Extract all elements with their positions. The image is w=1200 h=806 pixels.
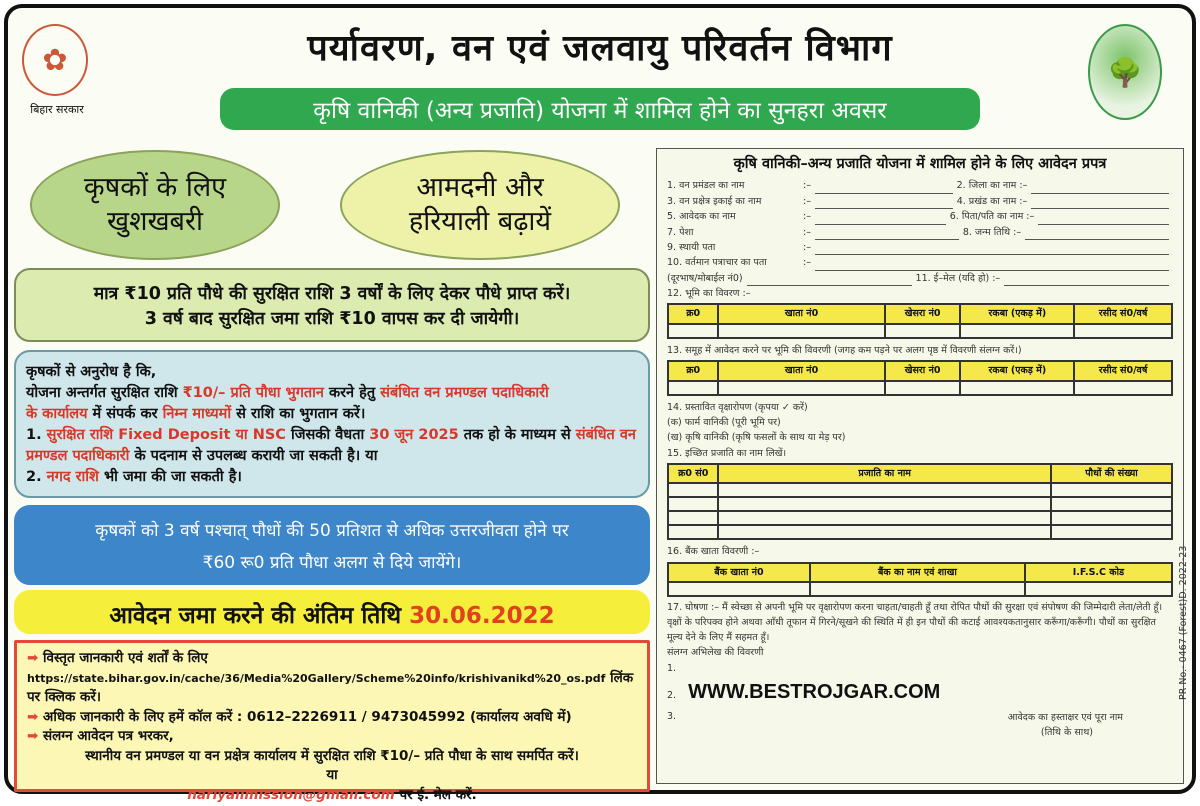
table-cell[interactable]	[718, 497, 1051, 511]
table-cell[interactable]	[1051, 525, 1172, 539]
table-cell[interactable]	[960, 324, 1074, 338]
cloud-text: आमदनी और	[416, 172, 544, 204]
incentive-line: ₹60 रू0 प्रति पौधा अलग से दिये जायेंगे।	[202, 553, 462, 574]
form-row: 3. वन प्रक्षेत्र इकाई का नाम :– 4. प्रखंड का नाम :–	[667, 194, 1173, 209]
form-row: 1. वन प्रमंडल का नाम :– 2. जिला का नाम :–	[667, 178, 1173, 193]
pr-number: PR No.- 0467 (Forest)D. 2022-23	[1178, 545, 1189, 700]
table-cell[interactable]	[668, 324, 718, 338]
info-submit-detail: स्थानीय वन प्रमण्डल या वन प्रक्षेत्र कार्यालय में सुरक्षित राशि ₹10/– प्रति पौधा के साथ समर्पित करें।	[85, 747, 579, 764]
table-cell[interactable]	[1051, 497, 1172, 511]
form-row: (दूरभाष/मोबाईल नं0) 11. ई–मेल (यदि हो) :–	[667, 271, 1173, 286]
table-cell[interactable]	[668, 582, 810, 596]
incentive-box	[14, 505, 650, 585]
input-line[interactable]	[1025, 230, 1169, 240]
deadline-date: 30.06.2022	[409, 603, 555, 629]
income-cloud	[340, 150, 620, 260]
input-line[interactable]	[815, 215, 946, 225]
form-label: 16. बैंक खाता विवरणी :–	[667, 546, 760, 558]
table-cell[interactable]	[668, 381, 718, 395]
table-cell[interactable]	[1074, 381, 1172, 395]
input-line[interactable]	[815, 184, 953, 194]
payment-option-2: 2. नगद राशि भी जमा की जा सकती है।	[26, 469, 242, 486]
table-cell[interactable]	[718, 511, 1051, 525]
input-line[interactable]	[1031, 184, 1169, 194]
request-box	[14, 350, 650, 498]
attachment-item: 1.	[667, 662, 677, 674]
input-line[interactable]	[815, 245, 1169, 255]
input-line[interactable]	[815, 261, 1169, 271]
deadline-label: आवेदन जमा करने की अंतिम तिथि	[109, 603, 402, 629]
good-news-cloud	[30, 150, 280, 260]
deposit-line: मात्र ₹10 प्रति पौधे की सुरक्षित राशि 3 वर्षों के लिए देकर पौधे प्राप्त करें।	[93, 284, 571, 304]
group-land-table: क्र0 खाता नं0 खेसरा नं0 रकबा (एकड़ में) रसीद सं0/वर्ष	[667, 360, 1173, 395]
cloud-text: खुशखबरी	[107, 206, 203, 237]
form-row: 10. वर्तमान पत्राचार का पता :–	[667, 255, 1173, 270]
request-line: के कार्यालय में संपर्क कर निम्न माध्यमों से राशि का भुगतान करें।	[26, 406, 366, 423]
request-line: योजना अन्तर्गत सुरक्षित राशि ₹10/– प्रति पौधा भुगतान करने हेतु संबंधित वन प्रमण्डल पदाधिकारी	[26, 385, 549, 402]
signature-date-label: (तिथि के साथ)	[1040, 727, 1093, 739]
table-cell[interactable]	[885, 324, 961, 338]
table-cell[interactable]	[668, 525, 718, 539]
input-line[interactable]	[815, 230, 959, 240]
arrow-icon: ➡	[27, 708, 39, 725]
table-cell[interactable]	[1025, 582, 1172, 596]
info-or: या	[326, 767, 338, 784]
species-table: क्र0 सं0 प्रजाति का नाम पौधों की संख्या	[667, 463, 1173, 540]
bihar-govt-emblem-icon: ✿	[22, 24, 88, 96]
declaration: 17. घोषणा :– मैं स्वेच्छा से अपनी भूमि पर वृक्षारोपण करना चाहता/चाहती हूँ तथा रोपित पौधों की सुरक्षा एवं संपोषण की जिम्मेदारी लेता/लेती हूँ। वृक्षों के परिपक्व होने अथवा आँधी तूफान में गिरने/सूखने की स्थिति में ही इन पौधों की कटाई आवश्यकतानुसार करूँगा/करूँगी। पौधों का सुरक्षित मूल्य देने के लिए मैं सहमत हूँ।	[667, 602, 1163, 643]
emblem-caption: बिहार सरकार	[30, 103, 84, 116]
info-submit: ➡ संलग्न आवेदन पत्र भरकर,	[27, 728, 174, 745]
request-line: कृषकों से अनुरोध है कि,	[26, 364, 157, 380]
table-cell[interactable]	[960, 381, 1074, 395]
deposit-box	[14, 268, 650, 342]
email-link[interactable]: hariyalimission@gmail.com	[187, 786, 395, 803]
table-cell[interactable]	[885, 381, 961, 395]
attachment-item: 3.	[667, 710, 677, 722]
table-cell[interactable]	[810, 582, 1025, 596]
table-cell[interactable]	[1051, 511, 1172, 525]
scheme-banner: कृषि वानिकी (अन्य प्रजाति) योजना में शामिल होने का सुनहरा अवसर	[220, 88, 980, 130]
signature-label: आवेदक का हस्ताक्षर एवं पूरा नाम	[1007, 711, 1123, 723]
table-cell[interactable]	[718, 324, 884, 338]
info-details: ➡ विस्तृत जानकारी एवं शर्तों के लिए https://state.bihar.gov.in/cache/36/Media%20Gallery/Scheme%20info/krishivanikd%20_os.pdf लिंक पर क्लिक करें।	[27, 650, 634, 706]
deposit-line: 3 वर्ष बाद सुरक्षित जमा राशि ₹10 वापस कर दी जायेगी।	[144, 309, 520, 330]
cloud-text: कृषकों के लिए	[83, 172, 227, 204]
application-form	[656, 148, 1184, 784]
form-label: संलग्न अभिलेख की विवरणी	[667, 647, 764, 659]
info-phone: ➡ अधिक जानकारी के लिए हमें कॉल करें : 0612–2226911 / 9473045992 (कार्यालय अवधि में)	[27, 708, 572, 725]
scheme-link[interactable]: https://state.bihar.gov.in/cache/36/Media%20Gallery/Scheme%20info/krishivanikd%20_os.pdf	[27, 671, 606, 685]
input-line[interactable]	[747, 276, 912, 286]
cloud-text: हरियाली बढ़ायें	[408, 206, 552, 237]
info-box	[14, 640, 650, 803]
bank-table: बैंक खाता नं0 बैंक का नाम एवं शाखा I.F.S.C कोड	[667, 562, 1173, 597]
form-title: कृषि वानिकी–अन्य प्रजाति योजना में शामिल होने के लिए आवेदन प्रपत्र	[733, 156, 1107, 172]
plantation-option[interactable]: (ख) कृषि वानिकी (कृषि फसलों के साथ या मेड़ पर)	[667, 432, 846, 444]
hariyali-mission-logo-icon: 🌳	[1088, 24, 1162, 120]
page-title: पर्यावरण, वन एवं जलवायु परिवर्तन विभाग	[307, 28, 893, 69]
incentive-line: कृषकों को 3 वर्ष पश्चात् पौधों की 50 प्रतिशत से अधिक उत्तरजीवता होने पर	[95, 521, 569, 541]
arrow-icon: ➡	[27, 728, 39, 745]
input-line[interactable]	[815, 199, 953, 209]
table-cell[interactable]	[718, 525, 1051, 539]
form-row: 5. आवेदक का नाम :– 6. पिता/पति का नाम :–	[667, 209, 1173, 224]
form-label: 15. इच्छित प्रजाति का नाम लिखें।	[667, 447, 787, 459]
form-label: 13. समूह में आवेदन करने पर भूमि की विवरणी (जगह कम पड़ने पर अलग पृष्ठ में विवरणी संलग्न करें।)	[667, 344, 1022, 356]
plantation-option[interactable]: (क) फार्म वानिकी (पूरी भूमि पर)	[667, 416, 781, 428]
table-cell[interactable]	[668, 511, 718, 525]
table-cell[interactable]	[668, 483, 718, 497]
form-label: 14. प्रस्तावित वृक्षारोपण (कृपया ✓ करें)	[667, 401, 808, 413]
form-row: 9. स्थायी पता :–	[667, 240, 1173, 255]
land-table: क्र0 खाता नं0 खेसरा नं0 रकबा (एकड़ में) रसीद सं0/वर्ष	[667, 303, 1173, 338]
deadline-box	[14, 590, 650, 634]
watermark: WWW.BESTROJGAR.COM	[688, 681, 941, 704]
attachment-item: 2. WWW.BESTROJGAR.COM	[667, 681, 941, 704]
input-line[interactable]	[1004, 276, 1169, 286]
form-label: 12. भूमि का विवरण :–	[667, 288, 751, 300]
input-line[interactable]	[1038, 215, 1169, 225]
payment-option-1: 1. सुरक्षित राशि Fixed Deposit या NSC जिसकी वैधता 30 जून 2025 तक हो के माध्यम से संबंधित वन प्रमण्डल पदाधिकारी के पदनाम से उपलब्ध करायी जा सकती है। या	[26, 427, 636, 465]
form-row: 7. पेशा :– 8. जन्म तिथि :–	[667, 225, 1173, 240]
info-email: hariyalimission@gmail.com पर ई. मेल करें.	[187, 786, 477, 803]
input-line[interactable]	[1031, 199, 1169, 209]
table-cell[interactable]	[1074, 324, 1172, 338]
table-cell[interactable]	[718, 381, 884, 395]
table-cell[interactable]	[1051, 483, 1172, 497]
arrow-icon: ➡	[27, 650, 39, 666]
table-cell[interactable]	[668, 497, 718, 511]
table-cell[interactable]	[718, 483, 1051, 497]
